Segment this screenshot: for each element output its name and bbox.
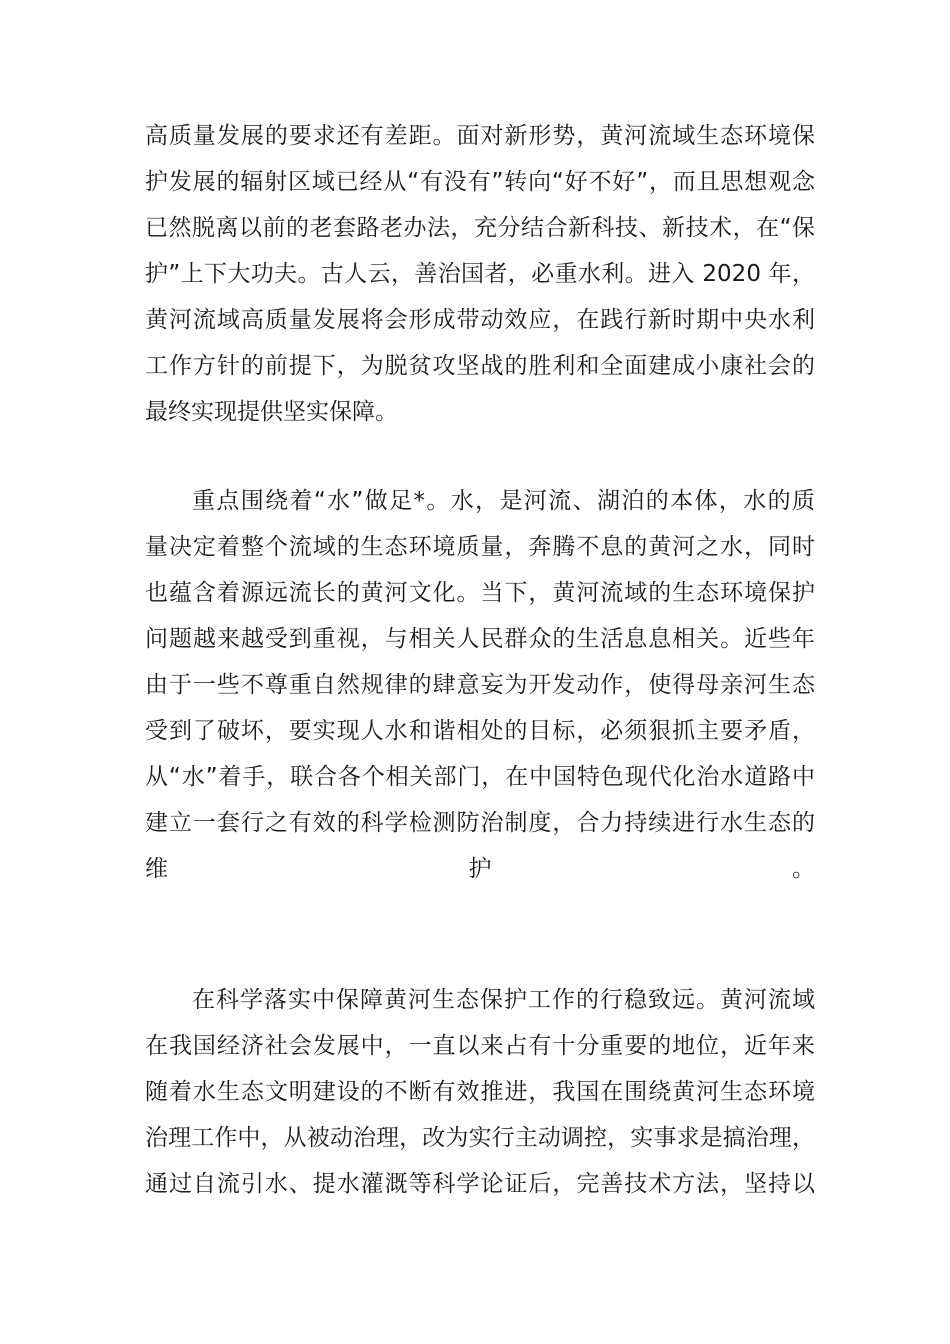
text-line: 由于一些不尊重自然规律的肆意妄为开发动作，使得母亲河生态 [145,672,815,698]
text-line: 护发展的辐射区域已经从“有没有”转向“好不好”，而且思想观念 [145,169,815,195]
text-line: 重点围绕着“水”做足*。水，是河流、湖泊的本体，水的质 [192,488,815,514]
text-line [145,897,815,933]
text-line: 从“水”着手，联合各个相关部门，在中国特色现代化治水道路中 [145,764,815,790]
text-line: 在我国经济社会发展中，一直以来占有十分重要的地位，近年来 [145,1033,815,1059]
text-line: 已然脱离以前的老套路老办法，充分结合新科技、新技术，在“保 [145,215,815,241]
text-line: 问题越来越受到重视，与相关人民群众的生活息息相关。近些年 [145,626,815,652]
text-line: 治理工作中，从被动治理，改为实行主动调控，实事求是搞治理， [145,1125,815,1151]
text-line: 维护。 [145,856,815,882]
text-line: 在科学落实中保障黄河生态保护工作的行稳致远。黄河流域 [192,987,815,1013]
text-line: 高质量发展的要求还有差距。面对新形势，黄河流域生态环境保 [145,123,815,149]
text-line: 通过自流引水、提水灌溉等科学论证后，完善技术方法，坚持以 [145,1171,815,1197]
text-line: 黄河流域高质量发展将会形成带动效应，在践行新时期中央水利 [145,307,815,333]
text-line: 护”上下大功夫。古人云，善治国者，必重水利。进入 2020 年， [145,261,815,287]
text-line: 工作方针的前提下，为脱贫攻坚战的胜利和全面建成小康社会的 [145,353,815,379]
text-line: 也蕴含着源远流长的黄河文化。当下，黄河流域的生态环境保护 [145,580,815,606]
text-line: 最终实现提供坚实保障。 [145,399,398,425]
text-line: 受到了破坏，要实现人水和谐相处的目标，必须狠抓主要矛盾， [145,718,815,744]
text-line: 随着水生态文明建设的不断有效推进，我国在围绕黄河生态环境 [145,1079,815,1105]
text-line: 建立一套行之有效的科学检测防治制度，合力持续进行水生态的 [145,810,815,836]
text-line: 量决定着整个流域的生态环境质量，奔腾不息的黄河之水，同时 [145,534,815,560]
